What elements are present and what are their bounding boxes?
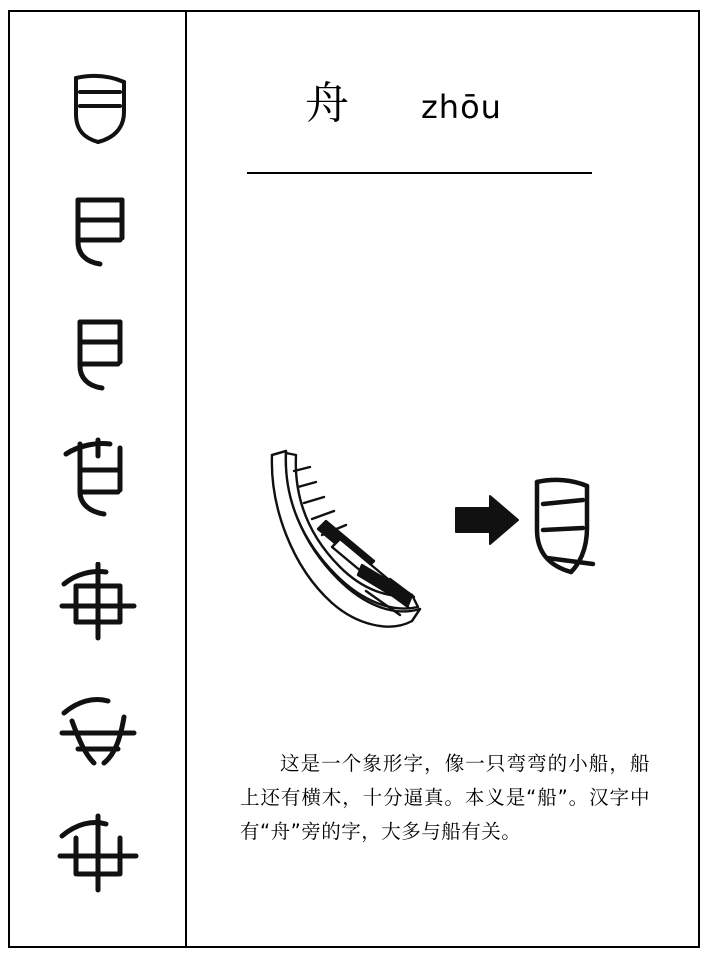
cursive-glyph-icon: [48, 687, 148, 769]
headword-row: [187, 78, 698, 129]
wooden-boat-drawing: [262, 437, 442, 637]
oracle-bone-glyph-icon: [50, 72, 146, 148]
evolution-glyph-cursive: [43, 687, 153, 778]
evolution-glyph-bronze: [43, 192, 153, 278]
character-evolution-column: [10, 12, 185, 946]
headword-character: 舟: [305, 78, 351, 129]
evolution-glyph-regular: [43, 812, 153, 903]
regular-glyph-icon: [48, 812, 148, 894]
evolution-glyph-seal-early: [43, 312, 153, 402]
pictograph-illustration: [187, 422, 698, 652]
headword-pinyin: zhōu: [421, 88, 502, 126]
seal-early-glyph-icon: [50, 312, 146, 392]
entry-body: [187, 12, 698, 946]
clerical-glyph-icon: [48, 562, 148, 644]
description-text: 这是一个象形字，像一只弯弯的小船，船上还有横木，十分逼真。本义是“船”。汉字中有“舟”旁的字，大多与船有关。: [240, 752, 650, 844]
derived-glyph-icon: [517, 472, 617, 582]
character-card: [8, 10, 700, 948]
evolution-glyph-oracle-bone: [43, 72, 153, 158]
headword-underline: [247, 172, 592, 174]
evolution-glyph-seal: [43, 436, 153, 528]
seal-glyph-icon: [48, 436, 148, 518]
evolution-glyph-clerical: [43, 562, 153, 653]
bronze-glyph-icon: [50, 192, 146, 268]
evolves-to-arrow-icon: [452, 492, 522, 552]
